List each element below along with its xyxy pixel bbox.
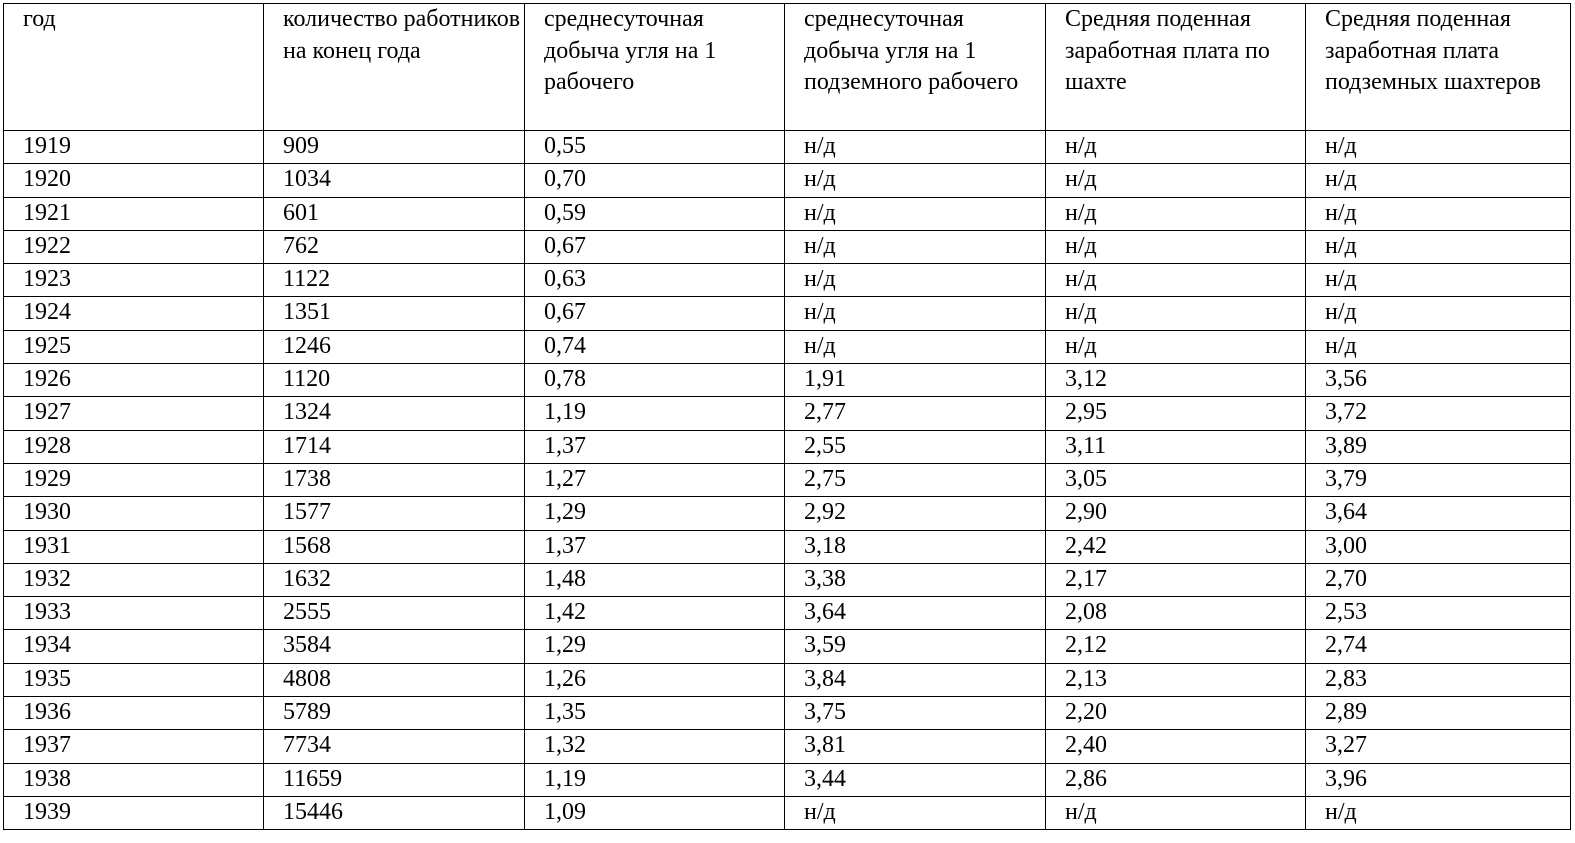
cell-year: 1929: [4, 463, 264, 496]
cell-output-per-worker: 1,29: [525, 630, 785, 663]
cell-avg-daily-wage-underground: 3,96: [1306, 763, 1571, 796]
cell-year: 1935: [4, 663, 264, 696]
cell-output-per-worker: 0,55: [525, 131, 785, 164]
cell-year: 1923: [4, 264, 264, 297]
header-row: [4, 4, 1571, 131]
cell-output-per-underground-worker: 2,77: [785, 397, 1046, 430]
cell-output-per-underground-worker: н/д: [785, 131, 1046, 164]
cell-avg-daily-wage-underground: н/д: [1306, 297, 1571, 330]
cell-output-per-underground-worker: н/д: [785, 230, 1046, 263]
cell-avg-daily-wage-underground: 3,56: [1306, 364, 1571, 397]
cell-avg-daily-wage-underground: н/д: [1306, 230, 1571, 263]
cell-output-per-worker: 1,19: [525, 763, 785, 796]
cell-worker-count: 1122: [264, 264, 525, 297]
table-row: [4, 330, 1571, 363]
cell-output-per-underground-worker: 3,81: [785, 730, 1046, 763]
cell-output-per-underground-worker: н/д: [785, 796, 1046, 829]
cell-year: 1933: [4, 597, 264, 630]
table-row: [4, 397, 1571, 430]
cell-year: 1920: [4, 164, 264, 197]
cell-year: 1926: [4, 364, 264, 397]
cell-output-per-worker: 1,26: [525, 663, 785, 696]
cell-avg-daily-wage-mine: 2,08: [1046, 597, 1306, 630]
table-row: [4, 697, 1571, 730]
cell-year: 1925: [4, 330, 264, 363]
cell-avg-daily-wage-mine: 2,17: [1046, 563, 1306, 596]
table-row: [4, 230, 1571, 263]
cell-avg-daily-wage-underground: 2,70: [1306, 563, 1571, 596]
cell-year: 1932: [4, 563, 264, 596]
cell-output-per-worker: 1,37: [525, 530, 785, 563]
cell-output-per-underground-worker: 2,92: [785, 497, 1046, 530]
cell-avg-daily-wage-underground: н/д: [1306, 264, 1571, 297]
cell-output-per-worker: 0,78: [525, 364, 785, 397]
cell-avg-daily-wage-underground: н/д: [1306, 796, 1571, 829]
cell-avg-daily-wage-underground: н/д: [1306, 131, 1571, 164]
table-row: [4, 430, 1571, 463]
cell-worker-count: 1714: [264, 430, 525, 463]
cell-output-per-worker: 0,67: [525, 297, 785, 330]
cell-output-per-underground-worker: 3,18: [785, 530, 1046, 563]
cell-avg-daily-wage-underground: 3,27: [1306, 730, 1571, 763]
cell-output-per-underground-worker: н/д: [785, 330, 1046, 363]
cell-avg-daily-wage-underground: н/д: [1306, 330, 1571, 363]
cell-output-per-worker: 1,42: [525, 597, 785, 630]
cell-avg-daily-wage-mine: 3,11: [1046, 430, 1306, 463]
cell-output-per-underground-worker: 3,75: [785, 697, 1046, 730]
cell-output-per-worker: 1,09: [525, 796, 785, 829]
table-row: [4, 197, 1571, 230]
cell-output-per-underground-worker: 1,91: [785, 364, 1046, 397]
table-row: [4, 497, 1571, 530]
cell-output-per-worker: 0,63: [525, 264, 785, 297]
cell-avg-daily-wage-underground: 3,89: [1306, 430, 1571, 463]
document-page: [3, 3, 1570, 830]
cell-avg-daily-wage-mine: 2,95: [1046, 397, 1306, 430]
cell-worker-count: 1568: [264, 530, 525, 563]
cell-output-per-underground-worker: 2,55: [785, 430, 1046, 463]
cell-year: 1937: [4, 730, 264, 763]
cell-year: 1930: [4, 497, 264, 530]
cell-year: 1931: [4, 530, 264, 563]
cell-avg-daily-wage-underground: 2,74: [1306, 630, 1571, 663]
header-worker-count: количество работников на конец года: [264, 4, 525, 131]
cell-output-per-underground-worker: 3,84: [785, 663, 1046, 696]
cell-worker-count: 4808: [264, 663, 525, 696]
cell-output-per-worker: 0,74: [525, 330, 785, 363]
cell-avg-daily-wage-mine: 2,20: [1046, 697, 1306, 730]
table-row: [4, 663, 1571, 696]
cell-year: 1922: [4, 230, 264, 263]
cell-output-per-underground-worker: н/д: [785, 164, 1046, 197]
cell-avg-daily-wage-underground: н/д: [1306, 197, 1571, 230]
cell-worker-count: 7734: [264, 730, 525, 763]
cell-avg-daily-wage-mine: 2,13: [1046, 663, 1306, 696]
cell-year: 1936: [4, 697, 264, 730]
table-row: [4, 763, 1571, 796]
cell-worker-count: 1034: [264, 164, 525, 197]
table-row: [4, 630, 1571, 663]
cell-worker-count: 11659: [264, 763, 525, 796]
cell-worker-count: 15446: [264, 796, 525, 829]
cell-output-per-underground-worker: н/д: [785, 297, 1046, 330]
header-year: год: [4, 4, 264, 131]
cell-output-per-worker: 0,70: [525, 164, 785, 197]
header-output-per-worker: среднесуточная добыча угля на 1 рабочего: [525, 4, 785, 131]
cell-output-per-underground-worker: 3,38: [785, 563, 1046, 596]
header-avg-daily-wage-mine: Средняя поденная заработная плата по шахте: [1046, 4, 1306, 131]
cell-output-per-worker: 1,29: [525, 497, 785, 530]
cell-worker-count: 1351: [264, 297, 525, 330]
header-avg-daily-wage-underground: Средняя поденная заработная плата подземных шахтеров: [1306, 4, 1571, 131]
cell-worker-count: 601: [264, 197, 525, 230]
cell-avg-daily-wage-mine: 2,40: [1046, 730, 1306, 763]
cell-avg-daily-wage-underground: 3,64: [1306, 497, 1571, 530]
cell-avg-daily-wage-mine: н/д: [1046, 164, 1306, 197]
table-row: [4, 297, 1571, 330]
table-row: [4, 530, 1571, 563]
cell-avg-daily-wage-mine: н/д: [1046, 197, 1306, 230]
table-row: [4, 796, 1571, 829]
cell-output-per-worker: 1,37: [525, 430, 785, 463]
cell-output-per-underground-worker: н/д: [785, 264, 1046, 297]
table-row: [4, 597, 1571, 630]
table-row: [4, 164, 1571, 197]
cell-worker-count: 1632: [264, 563, 525, 596]
cell-avg-daily-wage-mine: н/д: [1046, 264, 1306, 297]
cell-avg-daily-wage-mine: 2,86: [1046, 763, 1306, 796]
cell-year: 1921: [4, 197, 264, 230]
cell-worker-count: 1120: [264, 364, 525, 397]
cell-worker-count: 1738: [264, 463, 525, 496]
cell-avg-daily-wage-mine: 3,05: [1046, 463, 1306, 496]
table-row: [4, 730, 1571, 763]
table-row: [4, 463, 1571, 496]
cell-avg-daily-wage-mine: н/д: [1046, 230, 1306, 263]
cell-avg-daily-wage-underground: 3,79: [1306, 463, 1571, 496]
cell-avg-daily-wage-underground: 3,00: [1306, 530, 1571, 563]
cell-output-per-underground-worker: 3,44: [785, 763, 1046, 796]
cell-worker-count: 909: [264, 131, 525, 164]
cell-worker-count: 3584: [264, 630, 525, 663]
cell-avg-daily-wage-underground: н/д: [1306, 164, 1571, 197]
cell-year: 1924: [4, 297, 264, 330]
cell-worker-count: 1246: [264, 330, 525, 363]
cell-avg-daily-wage-mine: н/д: [1046, 297, 1306, 330]
cell-avg-daily-wage-underground: 2,89: [1306, 697, 1571, 730]
cell-year: 1927: [4, 397, 264, 430]
cell-year: 1919: [4, 131, 264, 164]
cell-worker-count: 2555: [264, 597, 525, 630]
cell-year: 1939: [4, 796, 264, 829]
cell-output-per-worker: 1,48: [525, 563, 785, 596]
cell-output-per-underground-worker: 2,75: [785, 463, 1046, 496]
cell-output-per-underground-worker: 3,59: [785, 630, 1046, 663]
table-body: [4, 131, 1571, 830]
cell-year: 1928: [4, 430, 264, 463]
mine-statistics-table: [3, 3, 1571, 830]
cell-avg-daily-wage-mine: 2,42: [1046, 530, 1306, 563]
cell-output-per-worker: 0,59: [525, 197, 785, 230]
cell-output-per-worker: 1,19: [525, 397, 785, 430]
cell-output-per-underground-worker: н/д: [785, 197, 1046, 230]
table-row: [4, 364, 1571, 397]
cell-avg-daily-wage-mine: 2,12: [1046, 630, 1306, 663]
cell-avg-daily-wage-mine: н/д: [1046, 330, 1306, 363]
cell-output-per-worker: 0,67: [525, 230, 785, 263]
header-output-per-underground-worker: среднесуточная добыча угля на 1 подземного рабочего: [785, 4, 1046, 131]
table-header: [4, 4, 1571, 131]
cell-avg-daily-wage-mine: н/д: [1046, 131, 1306, 164]
cell-output-per-worker: 1,35: [525, 697, 785, 730]
cell-avg-daily-wage-underground: 2,53: [1306, 597, 1571, 630]
cell-year: 1938: [4, 763, 264, 796]
cell-avg-daily-wage-underground: 3,72: [1306, 397, 1571, 430]
cell-worker-count: 762: [264, 230, 525, 263]
cell-worker-count: 1324: [264, 397, 525, 430]
table-row: [4, 563, 1571, 596]
cell-output-per-underground-worker: 3,64: [785, 597, 1046, 630]
cell-worker-count: 1577: [264, 497, 525, 530]
cell-output-per-worker: 1,32: [525, 730, 785, 763]
cell-avg-daily-wage-mine: 3,12: [1046, 364, 1306, 397]
cell-avg-daily-wage-mine: н/д: [1046, 796, 1306, 829]
cell-output-per-worker: 1,27: [525, 463, 785, 496]
table-row: [4, 131, 1571, 164]
table-row: [4, 264, 1571, 297]
cell-year: 1934: [4, 630, 264, 663]
cell-worker-count: 5789: [264, 697, 525, 730]
cell-avg-daily-wage-mine: 2,90: [1046, 497, 1306, 530]
cell-avg-daily-wage-underground: 2,83: [1306, 663, 1571, 696]
